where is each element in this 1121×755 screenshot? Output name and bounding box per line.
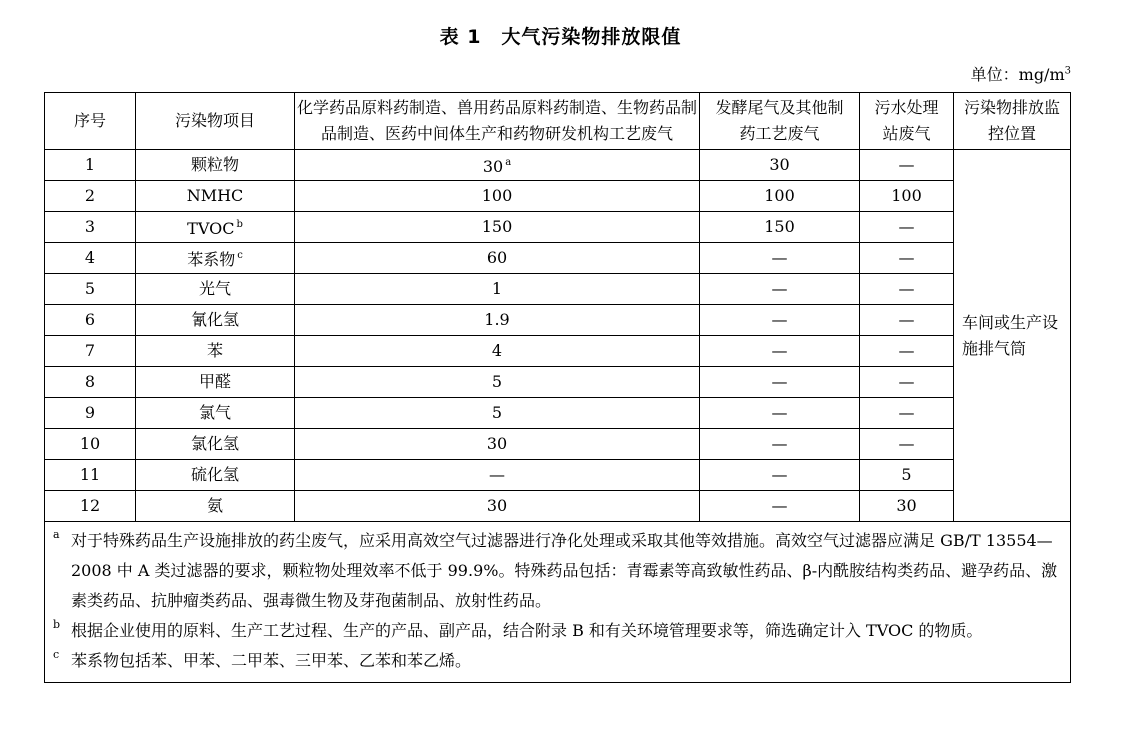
limit-process-exhaust (295, 398, 700, 429)
footnote (53, 526, 1062, 616)
limit-fermentation-exhaust (700, 460, 860, 491)
pollutant-name (136, 274, 295, 305)
limit-fermentation-exhaust-text: — (771, 496, 788, 515)
pollutant-name (136, 336, 295, 367)
limit-process-exhaust-text: 30 (482, 157, 504, 176)
limit-wastewater-exhaust (860, 491, 954, 522)
table-row (45, 336, 1071, 367)
row-number-text: 2 (84, 186, 96, 205)
limit-process-exhaust-text: 4 (491, 341, 503, 360)
limit-fermentation-exhaust (700, 429, 860, 460)
limit-fermentation-exhaust-text: — (771, 434, 788, 453)
row-number (45, 429, 136, 460)
limit-wastewater-exhaust-text: — (898, 341, 915, 360)
limit-fermentation-exhaust-text: — (771, 403, 788, 422)
pollutant-name (136, 243, 295, 274)
limit-fermentation-exhaust (700, 181, 860, 212)
limit-fermentation-exhaust (700, 336, 860, 367)
pollutant-name-text: 氨 (206, 496, 223, 515)
limit-process-exhaust-text: 5 (491, 403, 503, 422)
row-number (45, 491, 136, 522)
notes-row (45, 522, 1071, 683)
limit-process-exhaust (295, 274, 700, 305)
limit-process-exhaust-text: 5 (491, 372, 503, 391)
limit-fermentation-exhaust (700, 150, 860, 181)
limit-fermentation-exhaust (700, 274, 860, 305)
pollutant-name-text: 颗粒物 (190, 155, 239, 174)
row-number (45, 460, 136, 491)
row-number (45, 274, 136, 305)
footnote-text: 对于特殊药品生产设施排放的药尘废气，应采用高效空气过滤器进行净化处理或采取其他等效措施。高效空气过滤器应满足 GB/T 13554—2008 中 A 类过滤器的要求，颗粒物处理效率不低于 99.9%。特殊药品包括：青霉素等高致敏性药品、β-内酰胺结构类药品、避孕药品、激素类药品、抗肿瘤类药品、强毒微生物及芽孢菌制品、放射性药品。 (71, 531, 1058, 610)
row-number (45, 150, 136, 181)
limit-fermentation-exhaust-text: — (771, 248, 788, 267)
row-number (45, 336, 136, 367)
pollutant-name-text: 氰化氢 (190, 310, 239, 329)
limit-wastewater-exhaust (860, 150, 954, 181)
pollutant-name (136, 305, 295, 336)
limit-wastewater-exhaust-text: — (898, 434, 915, 453)
limit-wastewater-exhaust (860, 398, 954, 429)
pollutant-name-text: 光气 (198, 279, 231, 298)
footnote (53, 646, 1062, 676)
row-number-text: 4 (84, 248, 96, 267)
footnote-mark: c (53, 648, 60, 661)
header-monitor-location: 污染物排放监控位置 (954, 93, 1071, 150)
limit-process-exhaust (295, 491, 700, 522)
row-number-text: 9 (84, 403, 96, 422)
limit-process-exhaust (295, 243, 700, 274)
table-title: 表 1 大气污染物排放限值 (439, 26, 682, 48)
table-row (45, 367, 1071, 398)
pollutant-name (136, 212, 295, 243)
limit-process-exhaust-text: 1 (491, 279, 503, 298)
unit-label (971, 62, 1071, 85)
limit-wastewater-exhaust (860, 336, 954, 367)
limit-wastewater-exhaust (860, 305, 954, 336)
footnote-mark: b (53, 618, 61, 631)
limit-wastewater-exhaust (860, 460, 954, 491)
header-seq: 序号 (45, 93, 136, 150)
limit-wastewater-exhaust-text: — (898, 279, 915, 298)
row-number-text: 10 (79, 434, 101, 453)
limit-process-exhaust-text: 150 (481, 217, 513, 236)
limit-fermentation-exhaust (700, 305, 860, 336)
limit-process-exhaust (295, 336, 700, 367)
limit-wastewater-exhaust-text: — (898, 155, 915, 174)
table-row (45, 398, 1071, 429)
limit-process-exhaust-text: 30 (486, 496, 508, 515)
header-item: 污染物项目 (136, 93, 295, 150)
table-row (45, 181, 1071, 212)
limit-fermentation-exhaust (700, 212, 860, 243)
pollutant-name-text: 硫化氢 (190, 465, 239, 484)
limit-fermentation-exhaust-text: 150 (764, 217, 795, 236)
limit-wastewater-exhaust-text: 5 (901, 465, 912, 484)
row-number-text: 12 (79, 496, 101, 515)
row-number (45, 212, 136, 243)
table-row (45, 491, 1071, 522)
footnote-text: 苯系物包括苯、甲苯、二甲苯、三甲苯、乙苯和苯乙烯。 (71, 651, 472, 670)
pollutant-name-text: 苯系物 (187, 250, 236, 269)
row-number (45, 181, 136, 212)
row-number-text: 1 (84, 155, 96, 174)
limit-wastewater-exhaust-text: 100 (891, 186, 922, 205)
limit-wastewater-exhaust (860, 367, 954, 398)
header-wastewater-exhaust: 污水处理站废气 (860, 93, 954, 150)
limit-wastewater-exhaust-text: — (898, 217, 915, 236)
limit-process-exhaust (295, 429, 700, 460)
limit-process-exhaust-text: 1.9 (484, 310, 510, 329)
header-fermentation-exhaust: 发酵尾气及其他制药工艺废气 (700, 93, 860, 150)
limit-process-exhaust-text: 100 (481, 186, 513, 205)
limit-fermentation-exhaust-text: — (771, 372, 788, 391)
limit-process-exhaust-text: 30 (486, 434, 508, 453)
header-process-exhaust: 化学药品原料药制造、兽用药品原料药制造、生物药品制品制造、医药中间体生产和药物研发机构工艺废气 (295, 93, 700, 150)
pollutant-name (136, 181, 295, 212)
pollutant-name-text: 氯化氢 (190, 434, 239, 453)
limit-process-exhaust (295, 150, 700, 181)
table-row (45, 243, 1071, 274)
limit-wastewater-exhaust-text: — (898, 403, 915, 422)
limit-wastewater-exhaust (860, 181, 954, 212)
limit-process-exhaust-text: 60 (486, 248, 508, 267)
row-number-text: 7 (84, 341, 96, 360)
limit-fermentation-exhaust-text: — (771, 341, 788, 360)
limit-fermentation-exhaust (700, 491, 860, 522)
table-row (45, 460, 1071, 491)
pollutant-name-text: TVOC (187, 219, 235, 238)
unit-text: 单位：mg/m (970, 65, 1065, 84)
limit-wastewater-exhaust (860, 274, 954, 305)
row-number-text: 5 (84, 279, 96, 298)
limit-fermentation-exhaust-text: — (771, 310, 788, 329)
row-number-text: 11 (79, 465, 101, 484)
limit-wastewater-exhaust (860, 243, 954, 274)
pollutant-name (136, 460, 295, 491)
limit-wastewater-exhaust-text: — (898, 372, 915, 391)
pollutant-name (136, 429, 295, 460)
pollutant-name (136, 491, 295, 522)
limit-fermentation-exhaust (700, 398, 860, 429)
limit-fermentation-exhaust-text: — (771, 465, 788, 484)
footnotes (45, 522, 1071, 683)
pollutant-name (136, 367, 295, 398)
pollutant-name-text: 苯 (206, 341, 223, 360)
pollutant-name (136, 150, 295, 181)
emission-limits-table (44, 92, 1071, 683)
limit-fermentation-exhaust (700, 243, 860, 274)
limit-fermentation-exhaust-text: — (771, 279, 788, 298)
monitor-location: 车间或生产设施排气筒 (954, 150, 1071, 522)
row-number-text: 6 (84, 310, 96, 329)
row-number-text: 8 (84, 372, 96, 391)
limit-wastewater-exhaust (860, 429, 954, 460)
row-number (45, 398, 136, 429)
limit-wastewater-exhaust (860, 212, 954, 243)
footnote-text: 根据企业使用的原料、生产工艺过程、生产的产品、副产品，结合附录 B 和有关环境管理要求等，筛选确定计入 TVOC 的物质。 (71, 621, 983, 640)
table-row (45, 305, 1071, 336)
footnote-marker: c (237, 250, 243, 261)
header-row (45, 93, 1071, 150)
row-number (45, 243, 136, 274)
row-number (45, 367, 136, 398)
limit-fermentation-exhaust-text: 30 (769, 155, 790, 174)
pollutant-name (136, 398, 295, 429)
limit-process-exhaust (295, 181, 700, 212)
limit-process-exhaust-text: — (489, 465, 505, 484)
row-number (45, 305, 136, 336)
limit-process-exhaust (295, 212, 700, 243)
limit-fermentation-exhaust-text: 100 (764, 186, 795, 205)
pollutant-name-text: 甲醛 (198, 372, 231, 391)
table-row (45, 212, 1071, 243)
limit-fermentation-exhaust (700, 367, 860, 398)
unit-superscript: 3 (1064, 65, 1071, 77)
limit-process-exhaust (295, 305, 700, 336)
footnote-mark: a (53, 528, 60, 541)
pollutant-name-text: NMHC (186, 186, 244, 205)
footnote (53, 616, 1062, 646)
limit-process-exhaust (295, 367, 700, 398)
footnote-marker: a (505, 157, 512, 168)
table-row (45, 429, 1071, 460)
limit-wastewater-exhaust-text: 30 (896, 496, 917, 515)
limit-wastewater-exhaust-text: — (898, 310, 915, 329)
row-number-text: 3 (84, 217, 96, 236)
pollutant-name-text: 氯气 (198, 403, 231, 422)
table-row (45, 150, 1071, 181)
table-row (45, 274, 1071, 305)
limit-wastewater-exhaust-text: — (898, 248, 915, 267)
footnote-marker: b (236, 219, 243, 230)
limit-process-exhaust (295, 460, 700, 491)
